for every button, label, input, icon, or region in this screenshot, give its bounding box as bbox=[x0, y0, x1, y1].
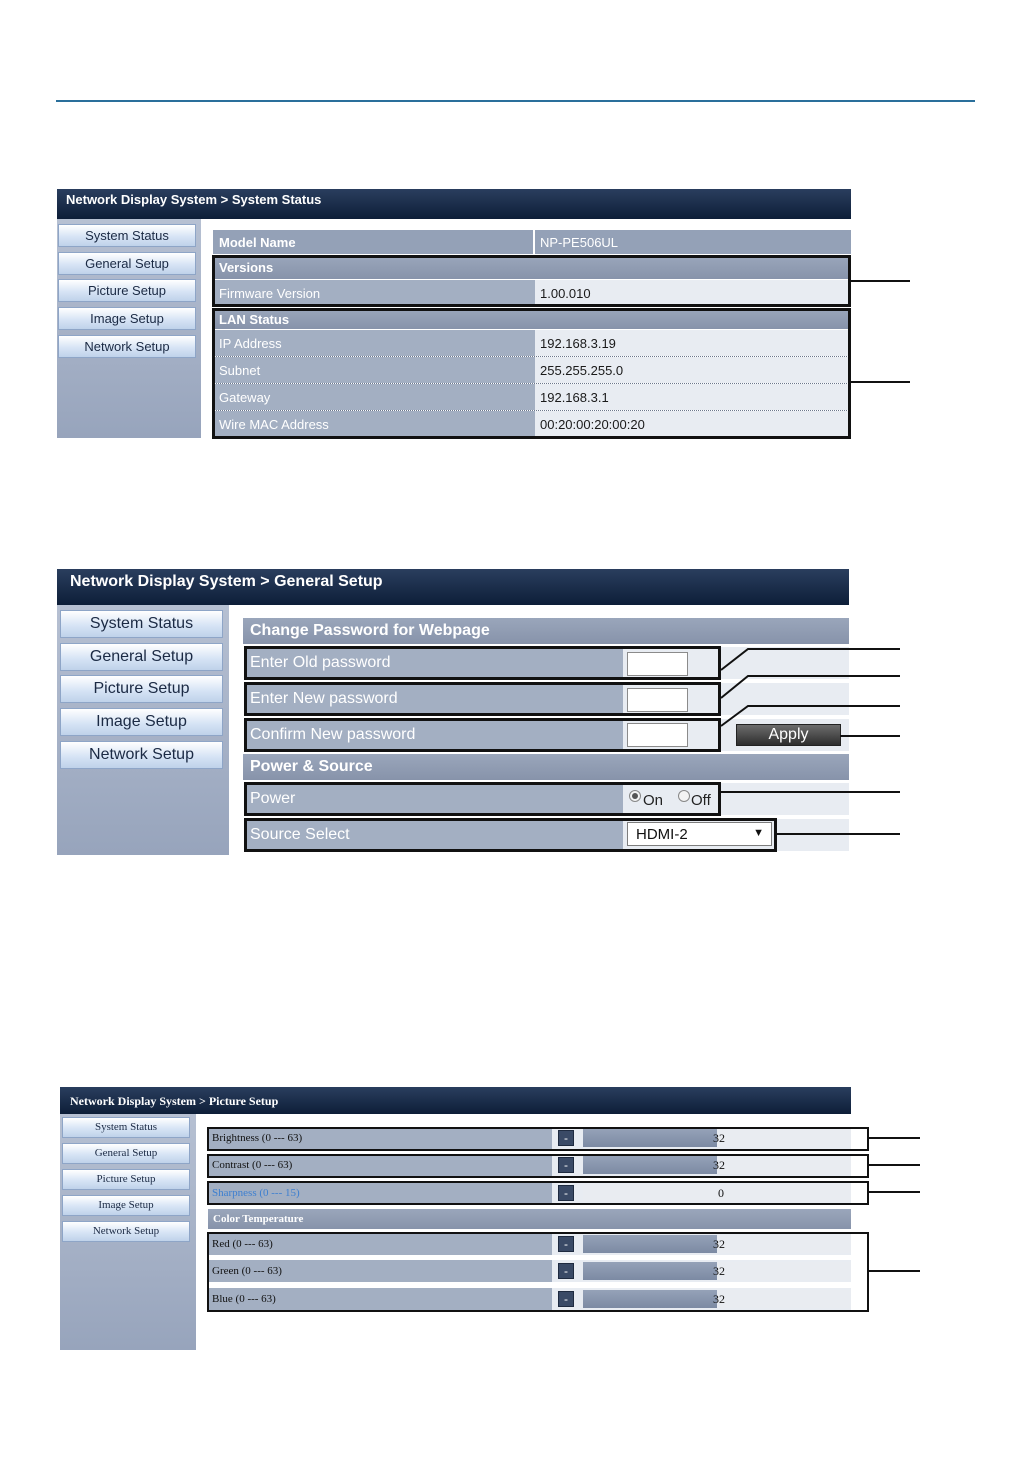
brightness-slider-fill bbox=[583, 1129, 717, 1147]
source-select-label: Source Select bbox=[250, 826, 350, 843]
leader-lines bbox=[700, 640, 920, 850]
green-value: 32 bbox=[713, 1263, 725, 1278]
subnet-label: Subnet bbox=[219, 362, 261, 378]
blue-decrease-button[interactable]: - bbox=[558, 1291, 574, 1307]
mac-address-label: Wire MAC Address bbox=[219, 416, 329, 432]
old-password-label: Enter Old password bbox=[250, 654, 391, 671]
mac-address-row bbox=[213, 411, 851, 437]
green-slider-fill bbox=[583, 1262, 717, 1280]
contrast-slider[interactable] bbox=[583, 1156, 851, 1174]
subnet-value: 255.255.255.0 bbox=[540, 362, 624, 378]
gateway-value: 192.168.3.1 bbox=[540, 389, 609, 405]
green-slider[interactable] bbox=[583, 1262, 851, 1280]
ip-address-row bbox=[213, 330, 851, 356]
red-decrease-button[interactable]: - bbox=[558, 1236, 574, 1252]
chevron-down-icon: ▼ bbox=[753, 827, 764, 839]
power-on-radio[interactable] bbox=[629, 790, 641, 802]
ip-address-value: 192.168.3.19 bbox=[540, 335, 616, 351]
apply-button[interactable]: Apply bbox=[736, 724, 841, 746]
new-password-input[interactable] bbox=[627, 688, 688, 712]
mac-address-value: 00:20:00:20:00:20 bbox=[540, 416, 645, 432]
blue-label: Blue (0 --- 63) bbox=[212, 1293, 276, 1305]
column-divider bbox=[533, 230, 535, 254]
brightness-value: 32 bbox=[713, 1130, 725, 1145]
page-title: Network Display System > General Setup bbox=[57, 569, 849, 605]
confirm-password-input[interactable] bbox=[627, 723, 688, 747]
nav-general-setup[interactable]: General Setup bbox=[60, 643, 223, 671]
page-title: Network Display System > Picture Setup bbox=[60, 1087, 851, 1114]
brightness-label: Brightness (0 --- 63) bbox=[212, 1132, 303, 1144]
contrast-value: 32 bbox=[713, 1157, 725, 1172]
lan-status-header: LAN Status bbox=[213, 309, 851, 329]
password-section-header: Change Password for Webpage bbox=[243, 618, 849, 644]
nav-general-setup[interactable]: General Setup bbox=[58, 252, 196, 275]
nav-system-status[interactable]: System Status bbox=[62, 1117, 190, 1138]
power-source-header: Power & Source bbox=[243, 754, 849, 780]
blue-slider-fill bbox=[583, 1290, 717, 1308]
new-password-label: Enter New password bbox=[250, 690, 398, 707]
model-name-value: NP-PE506UL bbox=[540, 234, 619, 250]
gateway-row bbox=[213, 384, 851, 410]
sharpness-decrease-button[interactable]: - bbox=[558, 1185, 574, 1201]
nav-image-setup[interactable]: Image Setup bbox=[58, 307, 196, 330]
power-label: Power bbox=[250, 790, 296, 807]
green-label: Green (0 --- 63) bbox=[212, 1265, 282, 1277]
green-decrease-button[interactable]: - bbox=[558, 1263, 574, 1279]
brightness-slider[interactable] bbox=[583, 1129, 851, 1147]
old-password-input[interactable] bbox=[627, 652, 688, 676]
ip-address-label: IP Address bbox=[219, 335, 282, 351]
contrast-label: Contrast (0 --- 63) bbox=[212, 1159, 293, 1171]
sharpness-label: Sharpness (0 --- 15) bbox=[212, 1187, 300, 1199]
nav-picture-setup[interactable]: Picture Setup bbox=[60, 675, 223, 703]
source-select-value: HDMI-2 bbox=[636, 825, 688, 843]
page-title: Network Display System > System Status bbox=[57, 189, 851, 219]
power-on-label: On bbox=[643, 792, 664, 809]
nav-picture-setup[interactable]: Picture Setup bbox=[58, 279, 196, 302]
model-name-row bbox=[213, 230, 851, 254]
color-temperature-header: Color Temperature bbox=[208, 1209, 851, 1229]
model-name-label: Model Name bbox=[219, 234, 296, 250]
blue-slider[interactable] bbox=[583, 1290, 851, 1308]
contrast-slider-fill bbox=[583, 1156, 717, 1174]
power-off-label: Off bbox=[691, 792, 711, 809]
power-off-radio[interactable] bbox=[678, 790, 690, 802]
red-value: 32 bbox=[713, 1236, 725, 1251]
firmware-row bbox=[213, 280, 851, 306]
nav-network-setup[interactable]: Network Setup bbox=[60, 741, 223, 769]
nav-picture-setup[interactable]: Picture Setup bbox=[62, 1169, 190, 1190]
nav-image-setup[interactable]: Image Setup bbox=[62, 1195, 190, 1216]
contrast-decrease-button[interactable]: - bbox=[558, 1157, 574, 1173]
confirm-password-label: Confirm New password bbox=[250, 726, 416, 743]
nav-system-status[interactable]: System Status bbox=[58, 224, 196, 247]
firmware-value: 1.00.010 bbox=[540, 285, 591, 301]
nav-general-setup[interactable]: General Setup bbox=[62, 1143, 190, 1164]
subnet-row bbox=[213, 357, 851, 383]
versions-header: Versions bbox=[213, 256, 851, 279]
red-slider-fill bbox=[583, 1235, 717, 1253]
page-top-rule bbox=[56, 100, 975, 102]
red-slider[interactable] bbox=[583, 1235, 851, 1253]
nav-image-setup[interactable]: Image Setup bbox=[60, 708, 223, 736]
nav-network-setup[interactable]: Network Setup bbox=[62, 1221, 190, 1242]
firmware-label: Firmware Version bbox=[219, 285, 321, 301]
sharpness-value: 0 bbox=[718, 1185, 724, 1200]
nav-system-status[interactable]: System Status bbox=[60, 610, 223, 638]
blue-value: 32 bbox=[713, 1291, 725, 1306]
nav-network-setup[interactable]: Network Setup bbox=[58, 335, 196, 358]
red-label: Red (0 --- 63) bbox=[212, 1238, 273, 1250]
gateway-label: Gateway bbox=[219, 389, 271, 405]
sharpness-slider[interactable] bbox=[583, 1184, 851, 1202]
brightness-decrease-button[interactable]: - bbox=[558, 1130, 574, 1146]
